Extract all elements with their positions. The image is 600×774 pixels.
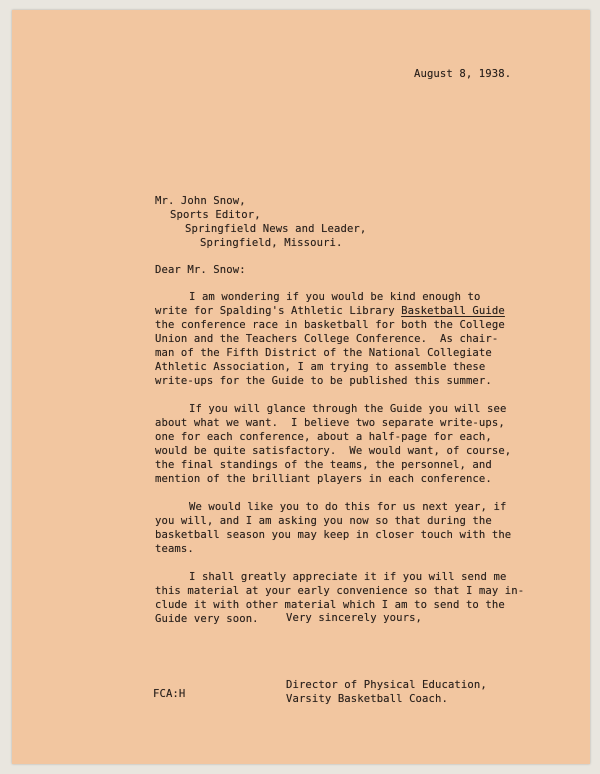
recipient-name: Mr. John Snow, — [155, 195, 246, 207]
underlined-title: Basketball Guide — [401, 305, 505, 317]
text-segment: write for Spalding's Athletic Library — [155, 305, 402, 317]
text-line: the conference race in basketball for both the College — [155, 319, 505, 331]
text-line: Union and the Teachers College Conference. As chair- — [155, 333, 499, 345]
text-line — [155, 305, 505, 319]
signature-title-2: Varsity Basketball Coach. — [286, 693, 448, 705]
text-line: you will, and I am asking you now so that during the — [155, 515, 492, 527]
text-line: I shall greatly appreciate it if you will send me — [189, 571, 507, 583]
closing: Very sincerely yours, — [286, 612, 423, 624]
text-line: We would like you to do this for us next year, if — [189, 501, 507, 513]
text-line: this material at your early convenience so that I may in- — [155, 585, 525, 597]
text-line: mention of the brilliant players in each conference. — [155, 473, 492, 485]
text-line: the final standings of the teams, the personnel, and — [155, 459, 492, 471]
text-line: basketball season you may keep in closer touch with the — [155, 529, 512, 541]
text-line: would be quite satisfactory. We would want, of course, — [155, 445, 512, 457]
letter-date: August 8, 1938. — [414, 68, 512, 80]
text-line: If you will glance through the Guide you will see — [189, 403, 507, 415]
recipient-title: Sports Editor, — [170, 209, 261, 221]
text-line: clude it with other material which I am to send to the — [155, 599, 505, 611]
text-line: teams. — [155, 543, 194, 555]
text-line: about what we want. I believe two separate write-ups, — [155, 417, 505, 429]
text-line: I am wondering if you would be kind enough to — [189, 291, 481, 303]
text-line: Guide very soon. — [155, 613, 259, 625]
text-line: one for each conference, about a half-page for each, — [155, 431, 492, 443]
signature-title-1: Director of Physical Education, — [286, 679, 487, 691]
recipient-city: Springfield, Missouri. — [200, 237, 343, 249]
recipient-organization: Springfield News and Leader, — [185, 223, 367, 235]
text-line: write-ups for the Guide to be published this summer. — [155, 375, 492, 387]
reference-initials: FCA:H — [153, 688, 186, 700]
salutation: Dear Mr. Snow: — [155, 264, 246, 276]
text-line: Athletic Association, I am trying to assemble these — [155, 361, 486, 373]
text-line: man of the Fifth District of the National Collegiate — [155, 347, 492, 359]
